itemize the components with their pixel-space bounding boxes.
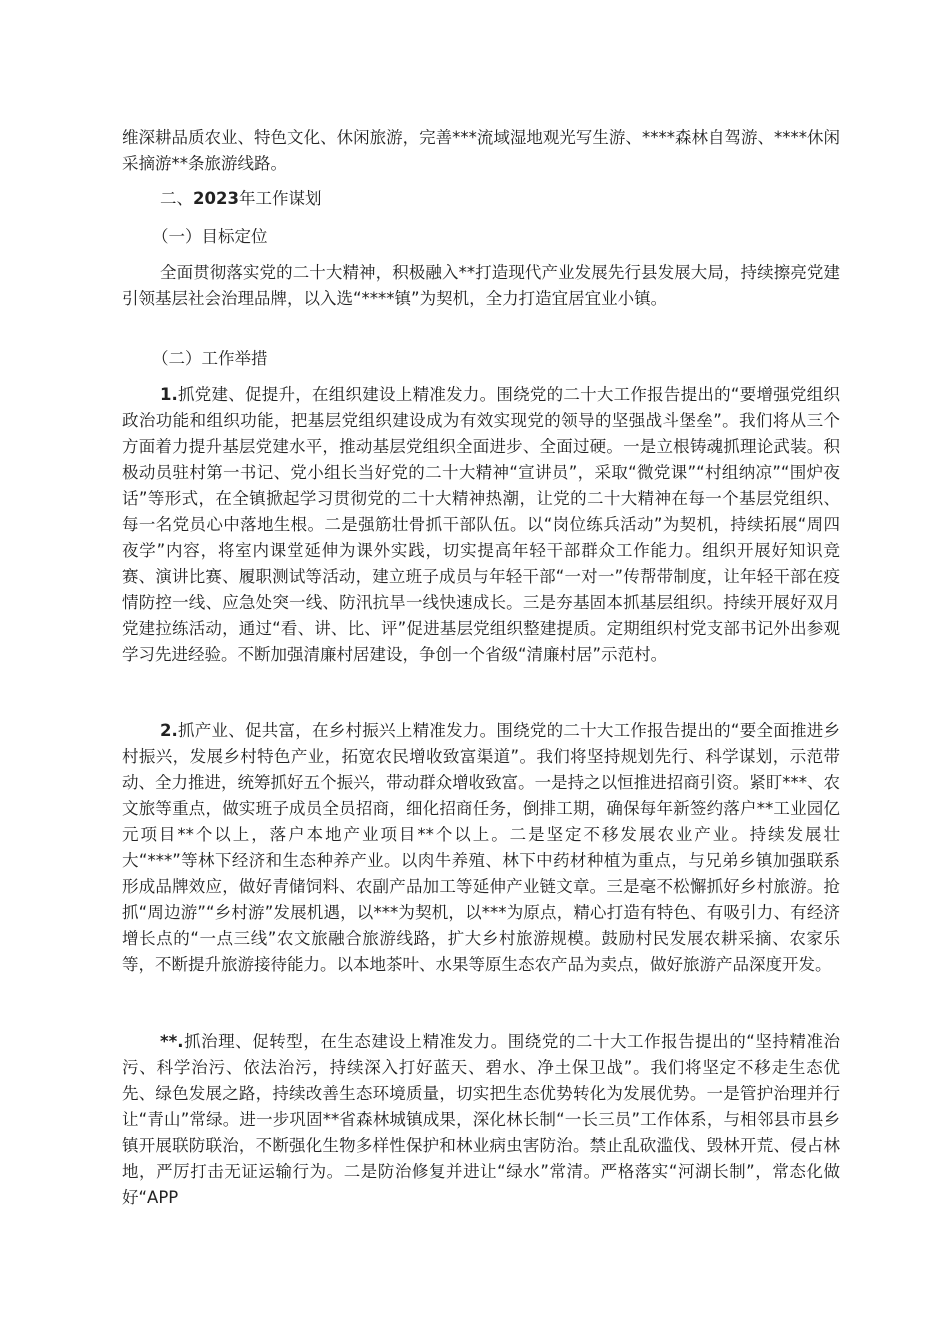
subheading-measures: （二）工作举措 — [152, 349, 268, 368]
measure-3-number: **. — [160, 1032, 184, 1051]
measure-3-body: 抓治理、促转型，在生态建设上精准发力。围绕党的二十大工作报告提出的“坚持精准治污、科学治污、依法治污，持续深入打好蓝天、碧水、净土保卫战”。我们将坚定不移走生态优先、绿色发展之路，持续改善生态环境质量，切实把生态优势转化为发展优势。一是管护治理并行让“青山”常绿。进一步巩固**省森林城镇成果，深化林长制“一长三员”工作体系，与相邻县市县乡镇开展联防联治，不断强化生物多样性保护和林业病虫害防治。禁止乱砍滥伐、毁林开荒、侵占林地，严厉打击无证运输行为。二是防治修复并进让“绿水”常清。严格落实“河湖长制”，常态化做好“APP — [122, 1032, 840, 1207]
paragraph-continuation: 维深耕品质农业、特色文化、休闲旅游，完善***流域湿地观光写生游、****森林自驾游、****休闲采摘游**条旅游线路。 — [122, 128, 840, 173]
measure-2-number: 2. — [160, 721, 178, 740]
paragraph-goal: 全面贯彻落实党的二十大精神，积极融入**打造现代产业发展先行县发展大局，持续擦亮党建引领基层社会治理品牌，以入选“****镇”为契机，全力打造宜居宜业小镇。 — [122, 263, 840, 308]
section-heading-2023-plan — [122, 186, 840, 212]
heading-prefix: 二、 — [160, 189, 193, 208]
measure-3 — [122, 1029, 840, 1211]
heading-year: 2023 — [193, 189, 239, 208]
subheading-goal: （一）目标定位 — [152, 227, 268, 246]
measure-2-body: 抓产业、促共富，在乡村振兴上精准发力。围绕党的二十大工作报告提出的“要全面推进乡村振兴，发展乡村特色产业，拓宽农民增收致富渠道”。我们将坚持规划先行、科学谋划，示范带动、全力推进，统筹抓好五个振兴，带动群众增收致富。一是持之以恒推进招商引资。紧盯***、农文旅等重点，做实班子成员全员招商，细化招商任务，倒排工期，确保每年新签约落户**工业园亿元项目**个以上，落户本地产业项目**个以上。二是坚定不移发展农业产业。持续发展壮大“***”等林下经济和生态种养产业。以肉牛养殖、林下中药材种植为重点，与兄弟乡镇加强联系形成品牌效应，做好青储饲料、农副产品加工等延伸产业链文章。三是毫不松懈抓好乡村旅游。抢抓“周边游”“乡村游”发展机遇，以***为契机，以***为原点，精心打造有特色、有吸引力、有经济增长点的“一点三线”农文旅融合旅游线路，扩大乡村旅游规模。鼓励村民发展农耕采摘、农家乐等，不断提升旅游接待能力。以本地茶叶、水果等原生态农产品为卖点，做好旅游产品深度开发。 — [122, 721, 840, 974]
measure-2 — [122, 718, 840, 978]
measure-1 — [122, 382, 840, 668]
measure-1-number: 1. — [160, 385, 178, 404]
measure-1-body: 抓党建、促提升，在组织建设上精准发力。围绕党的二十大工作报告提出的“要增强党组织政治功能和组织功能，把基层党组织建设成为有效实现党的领导的坚强战斗堡垒”。我们将从三个方面着力提升基层党建水平，推动基层党组织全面进步、全面过硬。一是立根铸魂抓理论武装。积极动员驻村第一书记、党小组长当好党的二十大精神“宣讲员”，采取“微党课”“村组纳凉”“围炉夜话”等形式，在全镇掀起学习贯彻党的二十大精神热潮，让党的二十大精神在每一个基层党组织、每一名党员心中落地生根。二是强筋壮骨抓干部队伍。以“岗位练兵活动”为契机，持续拓展“周四夜学”内容，将室内课堂延伸为课外实践，切实提高年轻干部群众工作能力。组织开展好知识竞赛、演讲比赛、履职测试等活动，建立班子成员与年轻干部“一对一”传帮带制度，让年轻干部在疫情防控一线、应急处突一线、防汛抗旱一线快速成长。三是夯基固本抓基层组织。持续开展好双月党建拉练活动，通过“看、讲、比、评”促进基层党组织整建提质。定期组织村党支部书记外出参观学习先进经验。不断加强清廉村居建设，争创一个省级“清廉村居”示范村。 — [122, 385, 840, 664]
heading-suffix: 年工作谋划 — [238, 189, 322, 208]
